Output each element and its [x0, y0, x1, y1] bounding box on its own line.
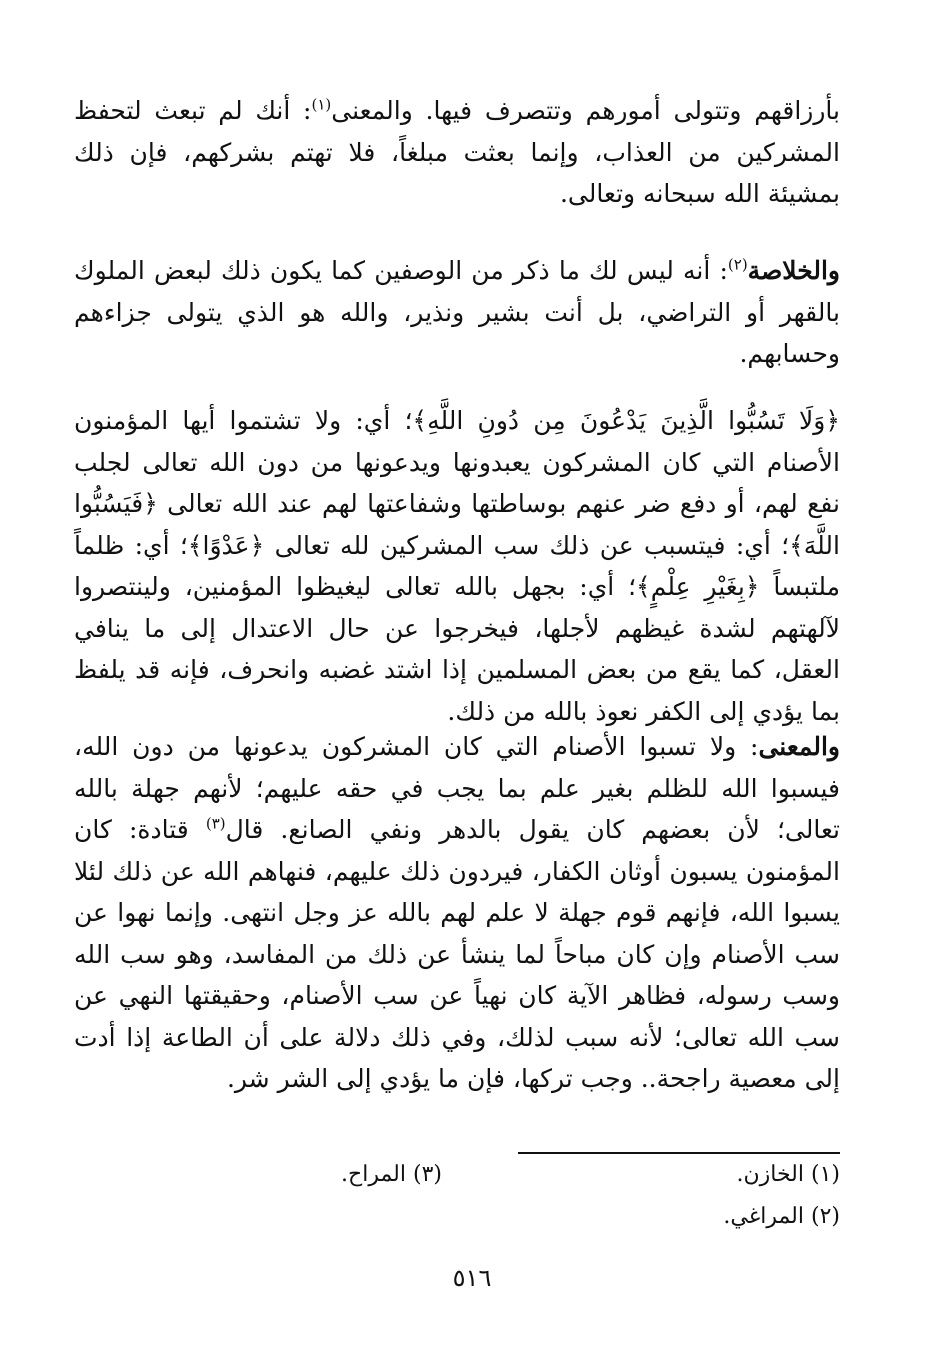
page-number: ٥١٦ — [452, 1264, 492, 1292]
footnote-reference: (١) — [311, 95, 332, 114]
footnote-reference: (٣) — [205, 814, 226, 833]
footnote-item: (٣) المراح. — [341, 1162, 442, 1187]
paragraph-text: قتادة: كان المؤمنون يسبون أوثان الكفار، فيردون ذلك عليهم، فنهاهم الله عن ذلك لئلا يسبوا الله، فإنهم قوم جهلة لا علم لهم بالله عز وجل انتهى. وإنما نهوا عن سب الأصنام وإن كان مباحاً لما ينشأ عن ذلك من المفاسد، وهو سب الله وسب رسوله، فظاهر الآية كان نهياً عن سب الأصنام، وحقيقتها النهي عن سب الله تعالى؛ لأنه سبب لذلك، وفي ذلك دلالة على أن الطاعة إذا أدت إلى معصية راجحة.. وجب تركها، فإن ما يؤدي إلى الشر شر. — [74, 815, 840, 1093]
paragraph-summary — [74, 250, 840, 375]
paragraph-text: ﴿وَلَا تَسُبُّوا الَّذِينَ يَدْعُونَ مِن دُونِ اللَّهِ﴾؛ أي: ولا تشتموا أيها المؤمنون الأصنام التي كان المشركون يعبدونها ويدعونها من دون الله تعالى لجلب نفع لهم، أو دفع ضر عنهم بوساطتها وشفاعتها لهم عند الله تعالى ﴿فَيَسُبُّوا اللَّهَ﴾؛ أي: فيتسبب عن ذلك سب المشركين لله تعالى ﴿عَدْوًا﴾؛ أي: ظلماً ملتبساً ﴿بِغَيْرِ عِلْمٍ﴾؛ أي: بجهل بالله تعالى ليغيظوا المؤمنين، ولينتصروا لآلهتهم لشدة غيظهم لأجلها، فيخرجوا عن حال الاعتدال إلى ما ينافي العقل، كما يقع من بعض المسلمين إذا اشتد غضبه وانحرف، فإنه قد يلفظ بما يؤدي إلى الكفر نعوذ بالله من ذلك. — [74, 406, 840, 726]
footnote-item: (١) الخازن. — [736, 1162, 840, 1187]
paragraph-text: بأرزاقهم وتتولى أمورهم وتتصرف فيها. والمعنى — [331, 96, 840, 125]
paragraph-meaning — [74, 726, 840, 1100]
footnotes-section — [74, 1162, 840, 1242]
paragraph-verse-commentary — [74, 400, 840, 732]
footnote-reference: (٢) — [727, 255, 748, 274]
paragraph-text: : أنه ليس لك ما ذكر من الوصفين كما يكون ذلك لبعض الملوك بالقهر أو التراضي، بل أنت بشير ونذير، والله هو الذي يتولى جزاءهم وحسابهم. — [74, 256, 840, 368]
paragraph-continuation — [74, 90, 840, 215]
footnote-item: (٢) المراغي. — [723, 1204, 840, 1229]
paragraph-lead-word: والمعنى — [758, 732, 840, 761]
footnote-divider — [518, 1152, 840, 1154]
paragraph-lead-word: والخلاصة — [747, 256, 840, 285]
paragraph-text: : ولا تسبوا الأصنام التي كان المشركون يدعونها من دون الله، فيسبوا الله للظلم بغير علم بما يجب في حقه عليهم؛ لأنهم جهلة بالله تعالى؛ لأن بعضهم كان يقول بالدهر ونفي الصانع. قال — [74, 732, 840, 844]
paragraph-text: : أنك لم تبعث لتحفظ المشركين من العذاب، وإنما بعثت مبلغاً، فلا تهتم بشركهم، فإن ذلك بمشيئة الله سبحانه وتعالى. — [74, 96, 840, 208]
